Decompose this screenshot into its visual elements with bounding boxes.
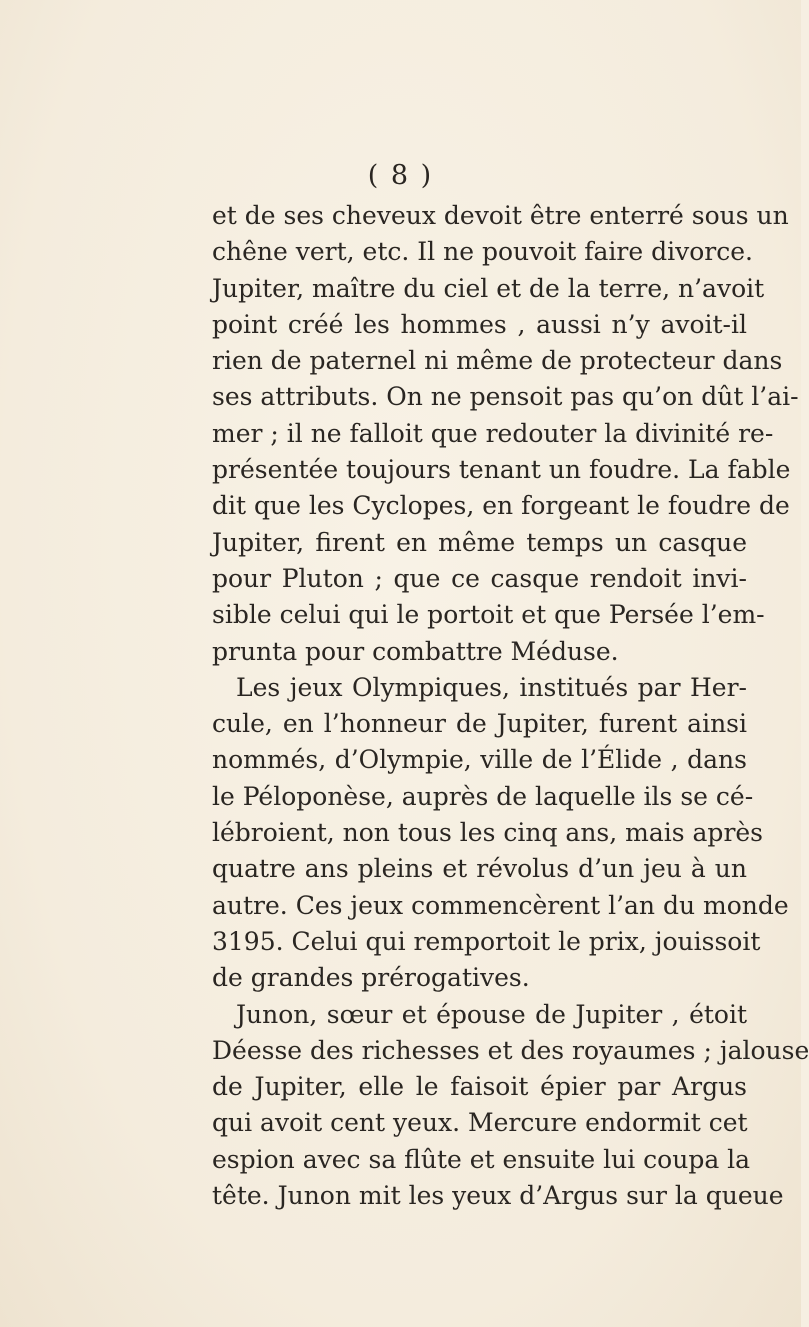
page-number: ( 8 )	[367, 160, 434, 191]
text-line: dit que les Cyclopes, en forgeant le foudre de	[212, 491, 790, 521]
text-line: quatre ans pleins et révolus d’un jeu à un	[212, 854, 747, 884]
text-line: de Jupiter, elle le faisoit épier par Argus	[212, 1072, 747, 1102]
text-line: et de ses cheveux devoit être enterré sous un	[212, 201, 789, 230]
text-line: mer ; il ne falloit que redouter la divinité re-	[212, 418, 774, 448]
text-line: Déesse des richesses et des royaumes ; jalouse	[212, 1035, 809, 1065]
text-line: rien de paternel ni même de protecteur dans	[212, 346, 783, 376]
text-line: sible celui qui le portoit et que Persée l’em-	[212, 600, 765, 630]
text-line: 3195. Celui qui remportoit le prix, jouissoit	[212, 926, 761, 956]
text-line: autre. Ces jeux commencèrent l’an du monde	[212, 890, 789, 920]
text-line: prunta pour combattre Méduse.	[212, 636, 619, 666]
text-line: le Péloponèse, auprès de laquelle ils se cé-	[212, 781, 754, 811]
text-line: point créé les hommes , aussi n’y avoit-il	[212, 309, 747, 339]
text-line: chêne vert, etc. Il ne pouvoit faire divorce.	[212, 237, 753, 267]
text-line: ses attributs. On ne pensoit pas qu’on dût l’ai-	[212, 382, 799, 412]
text-line: nommés, d’Olympie, ville de l’Élide , dans	[212, 745, 747, 775]
text-line: présentée toujours tenant un foudre. La fable	[212, 455, 791, 485]
text-line: qui avoit cent yeux. Mercure endormit cet	[212, 1108, 748, 1138]
text-line: Jupiter, firent en même temps un casque	[212, 527, 747, 557]
text-line: de grandes prérogatives.	[212, 963, 530, 993]
text-line: lébroient, non tous les cinq ans, mais après	[212, 818, 764, 848]
text-line: tête. Junon mit les yeux d’Argus sur la queue	[212, 1181, 784, 1211]
text-line: Junon, sœur et épouse de Jupiter , étoit	[236, 999, 747, 1029]
text-line: cule, en l’honneur de Jupiter, furent ainsi	[212, 709, 747, 739]
text-line: Les jeux Olympiques, institués par Her-	[236, 672, 747, 702]
text-line: espion avec sa flûte et ensuite lui coupa la	[212, 1144, 751, 1174]
body-text	[212, 198, 809, 1214]
text-line: pour Pluton ; que ce casque rendoit invi-	[212, 563, 747, 593]
text-line: Jupiter, maître du ciel et de la terre, n’avoit	[212, 273, 765, 303]
